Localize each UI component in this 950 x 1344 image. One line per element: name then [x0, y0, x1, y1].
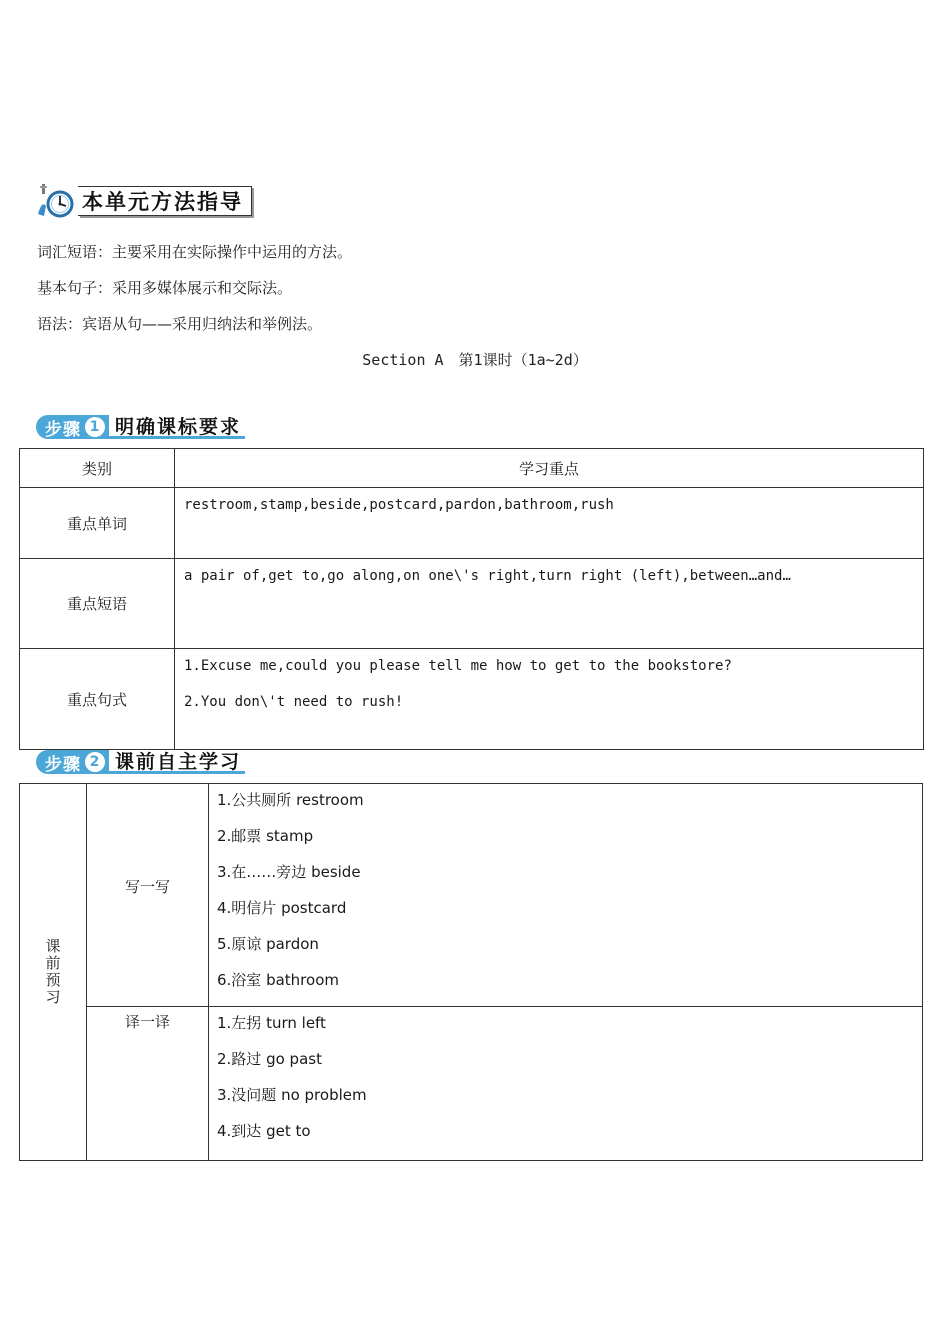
row-category: 重点短语 [20, 559, 175, 649]
table-row [20, 1007, 923, 1161]
paragraph-sentences: 基本句子：采用多媒体展示和交际法。 [37, 279, 293, 297]
step1-prefix: 步骤 [45, 419, 81, 440]
list-item: 4.明信片 postcard [217, 899, 347, 917]
list-item: 1.公共厕所 restroom [217, 791, 364, 809]
section-items-write [209, 784, 923, 1007]
row-content [175, 559, 924, 649]
step2-banner [36, 748, 245, 776]
header-focus: 学习重点 [175, 449, 924, 488]
content-line: 2.You don\'t need to rush! [184, 694, 404, 710]
table-row [20, 488, 924, 559]
row-content [175, 649, 924, 750]
row-content [175, 488, 924, 559]
list-item: 2.邮票 stamp [217, 827, 314, 845]
preview-table [19, 783, 923, 1161]
list-item: 4.到达 get to [217, 1122, 311, 1140]
paragraph-grammar: 语法：宾语从句——采用归纳法和举例法。 [37, 315, 323, 333]
table-row [20, 649, 924, 750]
table-row [20, 559, 924, 649]
header-category: 类别 [20, 449, 175, 488]
preview-group-label [20, 784, 87, 1161]
list-item: 5.原谅 pardon [217, 935, 319, 953]
table-header-row [20, 449, 924, 488]
method-guide-banner [36, 184, 252, 218]
section-title: Section A 第1课时（1a~2d） [362, 351, 588, 369]
section-label-translate: 译一译 [87, 1007, 209, 1161]
list-item: 6.浴室 bathroom [217, 971, 339, 989]
paragraph-vocabulary: 词汇短语：主要采用在实际操作中运用的方法。 [37, 243, 353, 261]
step1-label: 明确课标要求 [109, 415, 245, 439]
list-item: 3.没问题 no problem [217, 1086, 367, 1104]
content-line: 1.Excuse me,could you please tell me how to get to the bookstore? [184, 658, 732, 674]
step2-prefix: 步骤 [45, 754, 81, 775]
step2-label: 课前自主学习 [109, 750, 245, 774]
row-category: 重点句式 [20, 649, 175, 750]
step1-banner [36, 413, 245, 441]
method-guide-title: 本单元方法指导 [78, 186, 252, 216]
content-line: a pair of,get to,go along,on one\'s right,turn right (left),between…and… [184, 568, 791, 584]
list-item: 2.路过 go past [217, 1050, 322, 1068]
preview-group-vertical: 课 前 预 习 [45, 937, 61, 1006]
table-row [20, 784, 923, 1007]
step2-pill [36, 750, 109, 774]
list-item: 3.在……旁边 beside [217, 863, 361, 881]
row-category: 重点单词 [20, 488, 175, 559]
section-label-write: 写一写 [87, 784, 209, 1007]
clock-icon [36, 184, 78, 218]
list-item: 1.左拐 turn left [217, 1014, 326, 1032]
content-line: restroom,stamp,beside,postcard,pardon,bathroom,rush [184, 497, 614, 513]
curriculum-table [19, 448, 924, 750]
step1-pill [36, 415, 109, 439]
step2-number: 2 [85, 752, 105, 772]
step1-number: 1 [85, 417, 105, 437]
section-items-translate [209, 1007, 923, 1161]
